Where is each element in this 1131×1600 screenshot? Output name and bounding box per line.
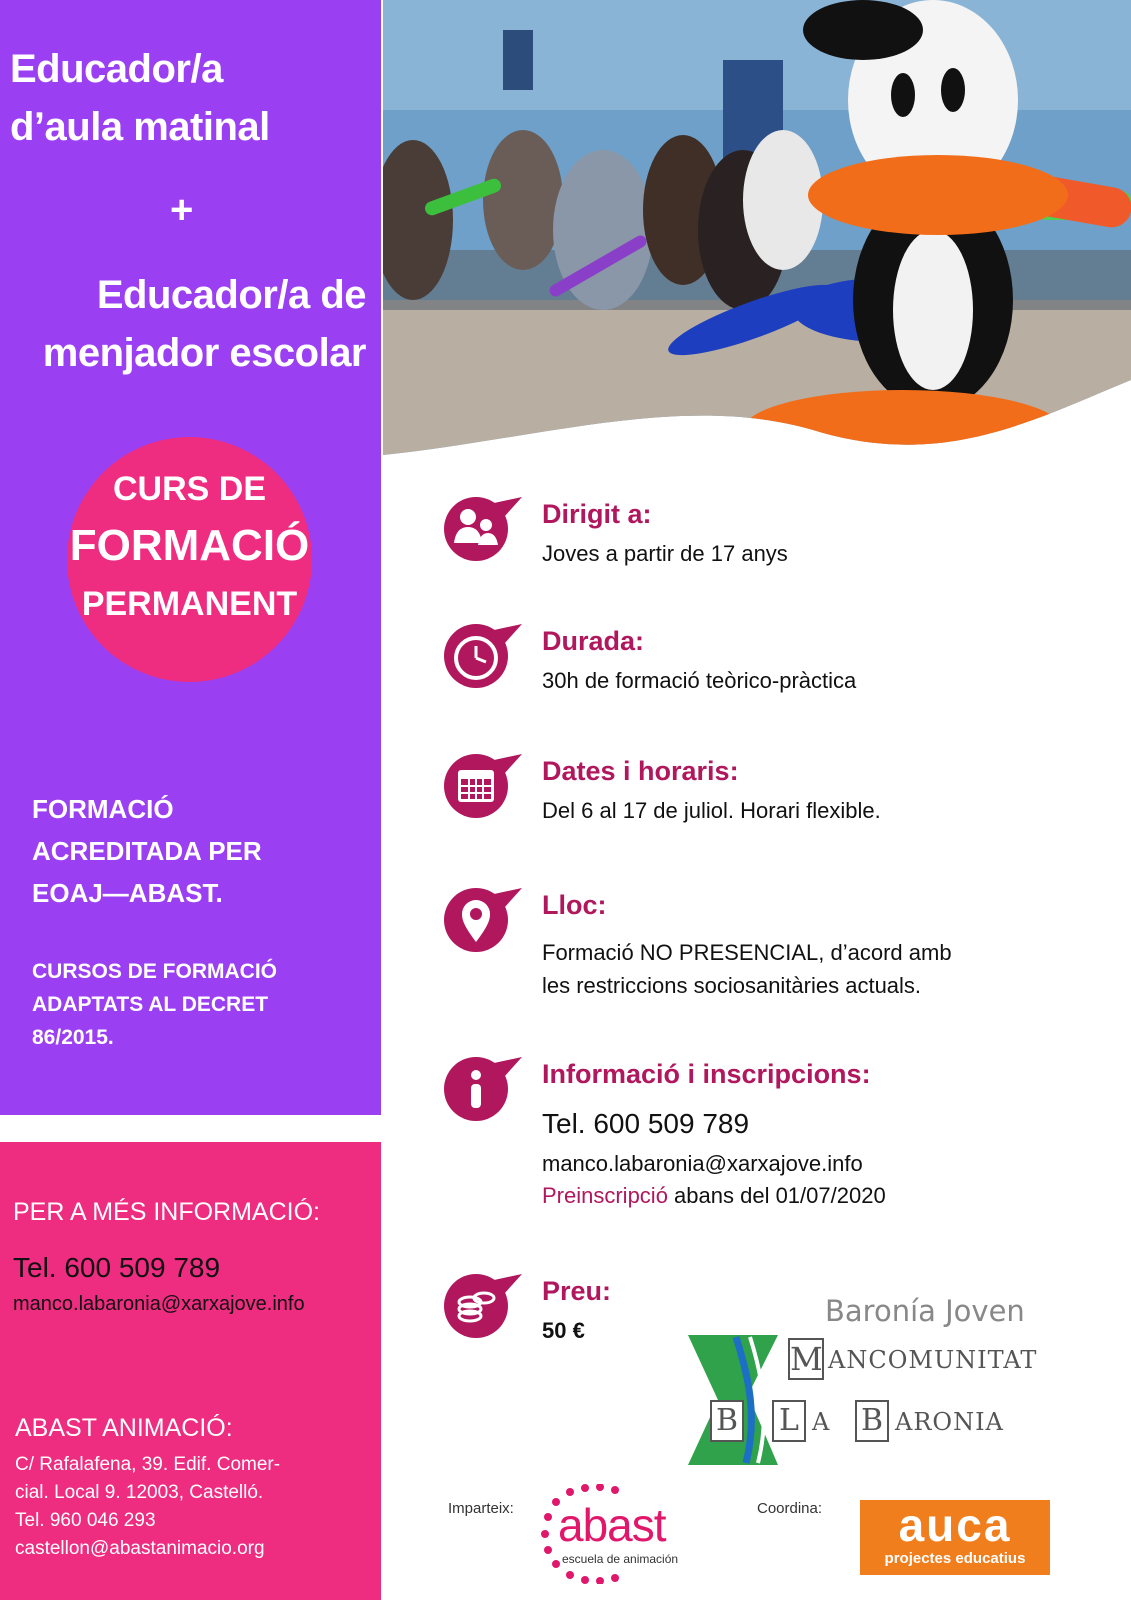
decree-line3: 86/2015. (32, 1026, 114, 1049)
preu-value: 50 € (542, 1318, 585, 1343)
decree-line1: CURSOS DE FORMACIÓ (32, 960, 278, 983)
auca-logo (860, 1500, 1050, 1575)
durada-text: 30h de formació teòrico-pràctica (542, 668, 857, 693)
title2-line2: menjador escolar (42, 331, 366, 375)
la-text: A (812, 1408, 830, 1436)
accred-line3: EOAJ—ABAST. (32, 878, 223, 908)
contact-email[interactable]: manco.labaronia@xarxajove.info (13, 1293, 305, 1315)
preinscription-deadline: abans del 01/07/2020 (667, 1183, 886, 1208)
calendar-icon (442, 752, 522, 822)
badge-line1: CURS DE (112, 470, 267, 508)
abast-name: abast (558, 1499, 666, 1551)
coins-icon (442, 1272, 522, 1342)
decree-text (32, 955, 322, 1054)
letter-m: M (790, 1340, 823, 1378)
preinscription-line (542, 1179, 886, 1212)
abast-logo (540, 1484, 710, 1584)
lloc-text-line1: Formació NO PRESENCIAL, d’acord amb (542, 940, 952, 965)
abast-heading: ABAST ANIMACIÓ: (15, 1414, 233, 1442)
baronia-text: ARONIA (895, 1408, 1004, 1436)
durada-heading: Durada: (542, 626, 645, 656)
dates-heading: Dates i horaris: (542, 756, 739, 786)
badge-line2: FORMACIÓ (69, 521, 310, 570)
course-title-2 (0, 266, 366, 382)
letter-l: L (772, 1400, 806, 1442)
badge-line3: PERMANENT (81, 585, 298, 623)
abast-addr-line2: cial. Local 9. 12003, Castelló. (15, 1482, 264, 1503)
contact-heading: PER A MÉS INFORMACIÓ: (13, 1198, 320, 1226)
location-pin-icon (442, 886, 522, 956)
info-phone[interactable]: Tel. 600 509 789 (542, 1108, 750, 1139)
abast-subtitle: escuela de animación (562, 1552, 679, 1566)
abast-addr-line1: C/ Rafalafena, 39. Edif. Comer- (15, 1454, 281, 1475)
auca-name: auca (898, 1499, 1012, 1551)
abast-address (15, 1451, 370, 1563)
coordina-label: Coordina: (757, 1500, 823, 1517)
dates-text: Del 6 al 17 de juliol. Horari flexible. (542, 798, 881, 823)
info-email[interactable]: manco.labaronia@xarxajove.info (542, 1151, 863, 1176)
title1-line2: d’aula matinal (10, 105, 270, 149)
dirigit-text: Joves a partir de 17 anys (542, 541, 788, 566)
balloon-workshop-photo (383, 0, 1131, 475)
mancomunitat-baronia-logo (690, 1294, 1040, 1475)
info-icon (442, 1055, 522, 1125)
clock-icon (442, 622, 522, 692)
lloc-heading: Lloc: (542, 890, 607, 920)
course-badge (67, 437, 312, 682)
title2-line1: Educador/a de (96, 273, 366, 317)
mancomunitat-text: ANCOMUNITAT (828, 1346, 1038, 1374)
contact-phone[interactable]: Tel. 600 509 789 (13, 1252, 221, 1283)
abast-phone[interactable]: Tel. 960 046 293 (15, 1510, 156, 1531)
accreditation-text (32, 788, 262, 914)
title1-line1: Educador/a (10, 47, 223, 91)
lloc-text-line2: les restriccions sociosanitàries actuals. (542, 973, 922, 998)
baronia-joven-text: Baronía Joven (825, 1294, 1025, 1328)
plus-sign: + (170, 188, 194, 232)
people-icon (442, 495, 522, 565)
imparteix-label: Imparteix: (448, 1500, 514, 1517)
decree-line2: ADAPTATS AL DECRET (32, 993, 269, 1016)
letter-b2: B (855, 1400, 889, 1442)
preu-heading: Preu: (542, 1276, 612, 1306)
auca-subtitle: projectes educatius (884, 1550, 1026, 1567)
letter-b: B (710, 1400, 744, 1442)
course-title-1 (10, 40, 270, 156)
dirigit-heading: Dirigit a: (542, 499, 652, 529)
preinscription-label: Preinscripció (542, 1183, 668, 1208)
panel-divider (0, 1115, 381, 1142)
accred-line1: FORMACIÓ (32, 794, 174, 824)
info-heading: Informació i inscripcions: (542, 1059, 871, 1089)
abast-email[interactable]: castellon@abastanimacio.org (15, 1538, 265, 1559)
accred-line2: ACREDITADA PER (32, 836, 262, 866)
